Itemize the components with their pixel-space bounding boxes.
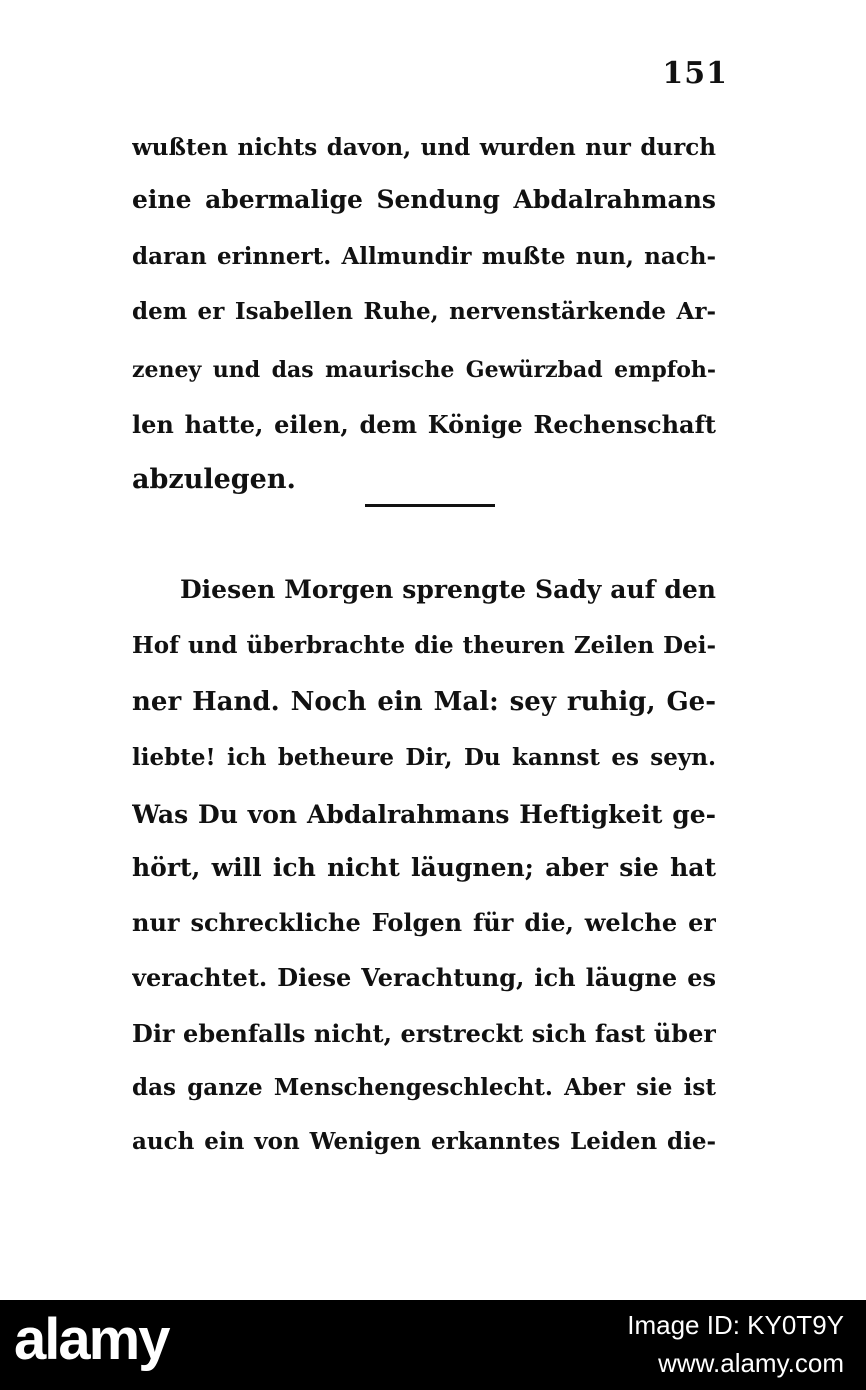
text-line: Diesen Morgen sprengte Sady auf den [180, 575, 716, 604]
text-line: Dir ebenfalls nicht, erstreckt sich fast über [132, 1019, 716, 1048]
section-divider [365, 504, 495, 507]
brand-logo: alamy [14, 1307, 169, 1372]
text-line: abzulegen. [132, 464, 296, 495]
text-line: dem er Isabellen Ruhe, nervenstärkende Ar- [132, 298, 716, 325]
text-line: nur schreckliche Folgen für die, welche er [132, 908, 716, 937]
text-line: Hof und überbrachte die theuren Zeilen Dei- [132, 632, 716, 659]
watermark-bar [0, 1300, 866, 1390]
text-line: len hatte, eilen, dem Könige Rechenschaft [132, 410, 716, 439]
text-line: zeney und das maurische Gewürzbad empfoh- [132, 357, 716, 383]
text-line: daran erinnert. Allmundir mußte nun, nach- [132, 243, 716, 270]
text-line: eine abermalige Sendung Abdalrahmans [132, 185, 716, 214]
text-line: liebte! ich betheure Dir, Du kannst es seyn. [132, 744, 716, 771]
text-line: auch ein von Wenigen erkanntes Leiden die- [132, 1128, 716, 1155]
text-line: Was Du von Abdalrahmans Heftigkeit ge- [132, 800, 716, 829]
text-line: wußten nichts davon, und wurden nur durch [132, 134, 716, 161]
page-number: 151 [662, 56, 728, 91]
text-line: verachtet. Diese Verachtung, ich läugne es [132, 963, 716, 992]
image-id: Image ID: KY0T9Y [627, 1310, 844, 1340]
text-line: hört, will ich nicht läugnen; aber sie hat [132, 853, 716, 882]
site-url: www.alamy.com [658, 1348, 844, 1378]
text-line: das ganze Menschengeschlecht. Aber sie ist [132, 1074, 716, 1101]
text-line: ner Hand. Noch ein Mal: sey ruhig, Ge- [132, 687, 716, 717]
